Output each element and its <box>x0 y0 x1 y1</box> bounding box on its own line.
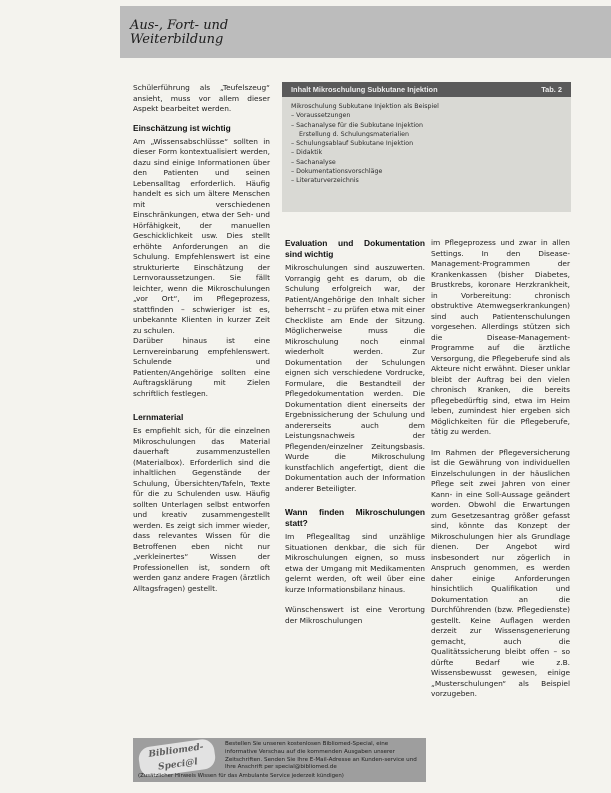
intro-paragraph: Schülerführung als „Teufelszeug“ ansieht, muss vor allem dieser Aspekt bearbeitet werden. <box>133 83 270 113</box>
ad-logo-line-2: Speci@l <box>157 757 199 773</box>
heading-evaluation: Evaluation und Dokumentation sind wichtig <box>285 238 425 259</box>
info-box-item: – Literaturverzeichnis <box>291 177 359 185</box>
info-box-item: Mikroschulung Subkutane Injektion als Beispiel <box>291 103 439 110</box>
paragraph-wann-2: Wünschenswert ist eine Verortung der Mikroschulungen <box>285 605 425 625</box>
section-header-band <box>120 6 611 58</box>
heading-einschaetzung: Einschätzung ist wichtig <box>133 122 231 133</box>
info-box-tab-label: Tab. 2 <box>541 85 562 94</box>
info-box-header <box>282 82 571 97</box>
ad-text: Bestellen Sie unseren kostenlosen Bibliomed-Special, eine informative Verschau auf die kommenden Ausgaben unserer Zeitschriften. Senden Sie Ihre E-Mail-Adresse an Kunden-service und Ihre Anschrift per special@bibliomed.de <box>225 741 417 771</box>
paragraph-pflegeprozess: im Pflegeprozess und zwar in allen Settings. In den Disease-Management-Programmen der Krankenkassen (bisher Diabetes, Brustkrebs, koronare Herzkrankheit, in Vorbereitung: chronisch obstruktive Atemwegserkrankungen) sind auch Patientenschulungen vorgesehen. Allerdings stützen sich die Disease-Management-Programme auf die ärztliche Versorgung, die Pflegeberufe sind als Akteure nicht erwähnt. Dieser unklar bleibt der Auftrag bei den vielen chronisch Kranken, die bereits pflegebedürftig sind, etwa im Heim leben, zumindest hier ergeben sich Möglichkeiten für die Pflegeberufe, tätig zu werden. <box>431 238 570 436</box>
paragraph-wann-1: Im Pflegealltag sind unzählige Situationen denkbar, die sich für Mikroschulungen eignen, so muss etwa der Umgang mit Medikamenten gelernt werden, oft weil über eine kurze Informationsbilanz hinaus. <box>285 532 425 594</box>
ad-logo-line-1: Bibliomed- <box>147 742 205 760</box>
section-title-line-2: Weiterbildung <box>130 32 224 47</box>
heading-wann: Wann finden Mikroschulungen statt? <box>285 507 425 528</box>
column-1 <box>133 83 270 594</box>
info-box-item: – Sachanalyse <box>291 158 336 166</box>
paragraph-pflegeversicherung: Im Rahmen der Pflegeversicherung ist die Gewährung von individuellen Einzelschulungen in der häuslichen Pflege seit zwei Jahren von einer Kann- in eine Soll-Aussage geändert worden. Obwohl die Erwartungen zum Gesetzesantrag größer gefasst sind, könnte das Konzept der Mikroschulungen hier als Grundlage dienen. Der Angebot wird insbesondert nur zögerlich in Anspruch genommen, es werden daher einige Anforderungen hinsichtlich Qualifikation und Dokumentation an die Durchführenden (bzw. Pflegedienste) gestellt. Keine Auflagen werden derzeit zur Wissensgenerierung gemacht, auch die Qualitätssicherung bleibt offen – so dürfte Bedarf wie z.B. Wissensbewusst gewesen, einige „Musterschulungen“ als Beispiel vorzugeben. <box>431 447 570 698</box>
heading-lernmaterial: Lernmaterial <box>133 412 184 422</box>
column-2 <box>285 238 425 626</box>
paragraph-einschaetzung: Am „Wissensabschlüsse“ sollten in dieser Form kontextualisiert werden, dazu sind einige Informationen über den Patienten und seinen Lebensalltag erforderlich. Häufig handelt es sich um ältere Menschen mit verschiedenen Einschränkungen, etwa der Seh- und Hörfähigkeit, der manuellen Geschicklichkeit usw. Dies stellt erhöhte Anforderungen an die Schulung. Empfehlenswert ist eine strukturierte Einschätzung der Lernvoraussetzungen. Sie fällt leichter, wenn die Mikroschulungen „vor Ort“, im Pflegeprozess, stattfinden – schwieriger ist es, unbekannte Klienten in kurzer Zeit zu schulen. <box>133 136 270 335</box>
paragraph-evaluation: Mikroschulungen sind auszuwerten. Vorrangig geht es darum, ob die Schulung erfolgreich war, der Patient/Angehörige den Inhalt sicher beherrscht – zu prüfen etwa mit einer Checkliste am Ende der Sitzung. Möglicherweise muss die Mikroschulung noch einmal wiederholt werden. Zur Dokumentation der Schulungen eignen sich verschiedene Vordrucke, Formulare, die Bestandteil der Pflegedokumentation werden. Die Dokumentation dient einerseits der Ergebnissicherung der Schulung und andererseits auch dem Leistungsnachweis der Pflegenden/einzelner Zeitungsbasis. Wurde die Mikroschulung kunstfachlich angefertigt, dient die Dokumentation auch der Information anderer Beteiligter. <box>285 263 425 493</box>
ad-footer: (Zusätzlicher Hinweis Wissen für das Ambulante Service jederzeit kündigen) <box>138 773 344 779</box>
paragraph-lernmaterial: Es empfiehlt sich, für die einzelnen Mikroschulungen das Material dauerhaft zusammenzustellen (Materialbox). Erforderlich sind die inhaltlichen Gegenstände der Schulung, Übersichten/Tafeln, Texte für die zu Schulenden usw. Häufig sollten Unterlagen selbst entworfen und kreativ zusammengestellt werden. Es zeigt sich immer wieder, dass relevantes Wissen für die Betroffenen eben nicht nur „verkleinertes“ Wissen der Professionellen ist, sondern oft werden ganz andere Fragen (ärztlich Alltagsfragen) gestellt. <box>133 426 270 593</box>
info-box-item: Erstellung d. Schulungsmaterialien <box>299 130 410 138</box>
column-3 <box>431 238 570 700</box>
info-box-item: – Dokumentationsvorschläge <box>291 168 383 176</box>
paragraph-lernvereinbarung: Darüber hinaus ist eine Lernvereinbarung empfehlenswert. Schulende und Patienten/Angehörige sollten eine Auftragsklärung mit Zielen schriftlich festlegen. <box>133 336 270 398</box>
info-box-table <box>282 82 571 212</box>
info-box-list <box>291 102 561 186</box>
section-title-line-1: Aus-, Fort- und <box>130 18 229 33</box>
info-box-item: – Didaktik <box>291 149 323 157</box>
info-box-item: – Schulungsablauf Subkutane Injektion <box>291 140 414 148</box>
section-title <box>130 19 228 47</box>
info-box-item: – Voraussetzungen <box>291 112 351 120</box>
info-box-item: – Sachanalyse für die Subkutane Injektion <box>291 121 424 129</box>
ad-box[interactable] <box>133 738 426 782</box>
info-box-title: Inhalt Mikroschulung Subkutane Injektion <box>291 85 438 94</box>
